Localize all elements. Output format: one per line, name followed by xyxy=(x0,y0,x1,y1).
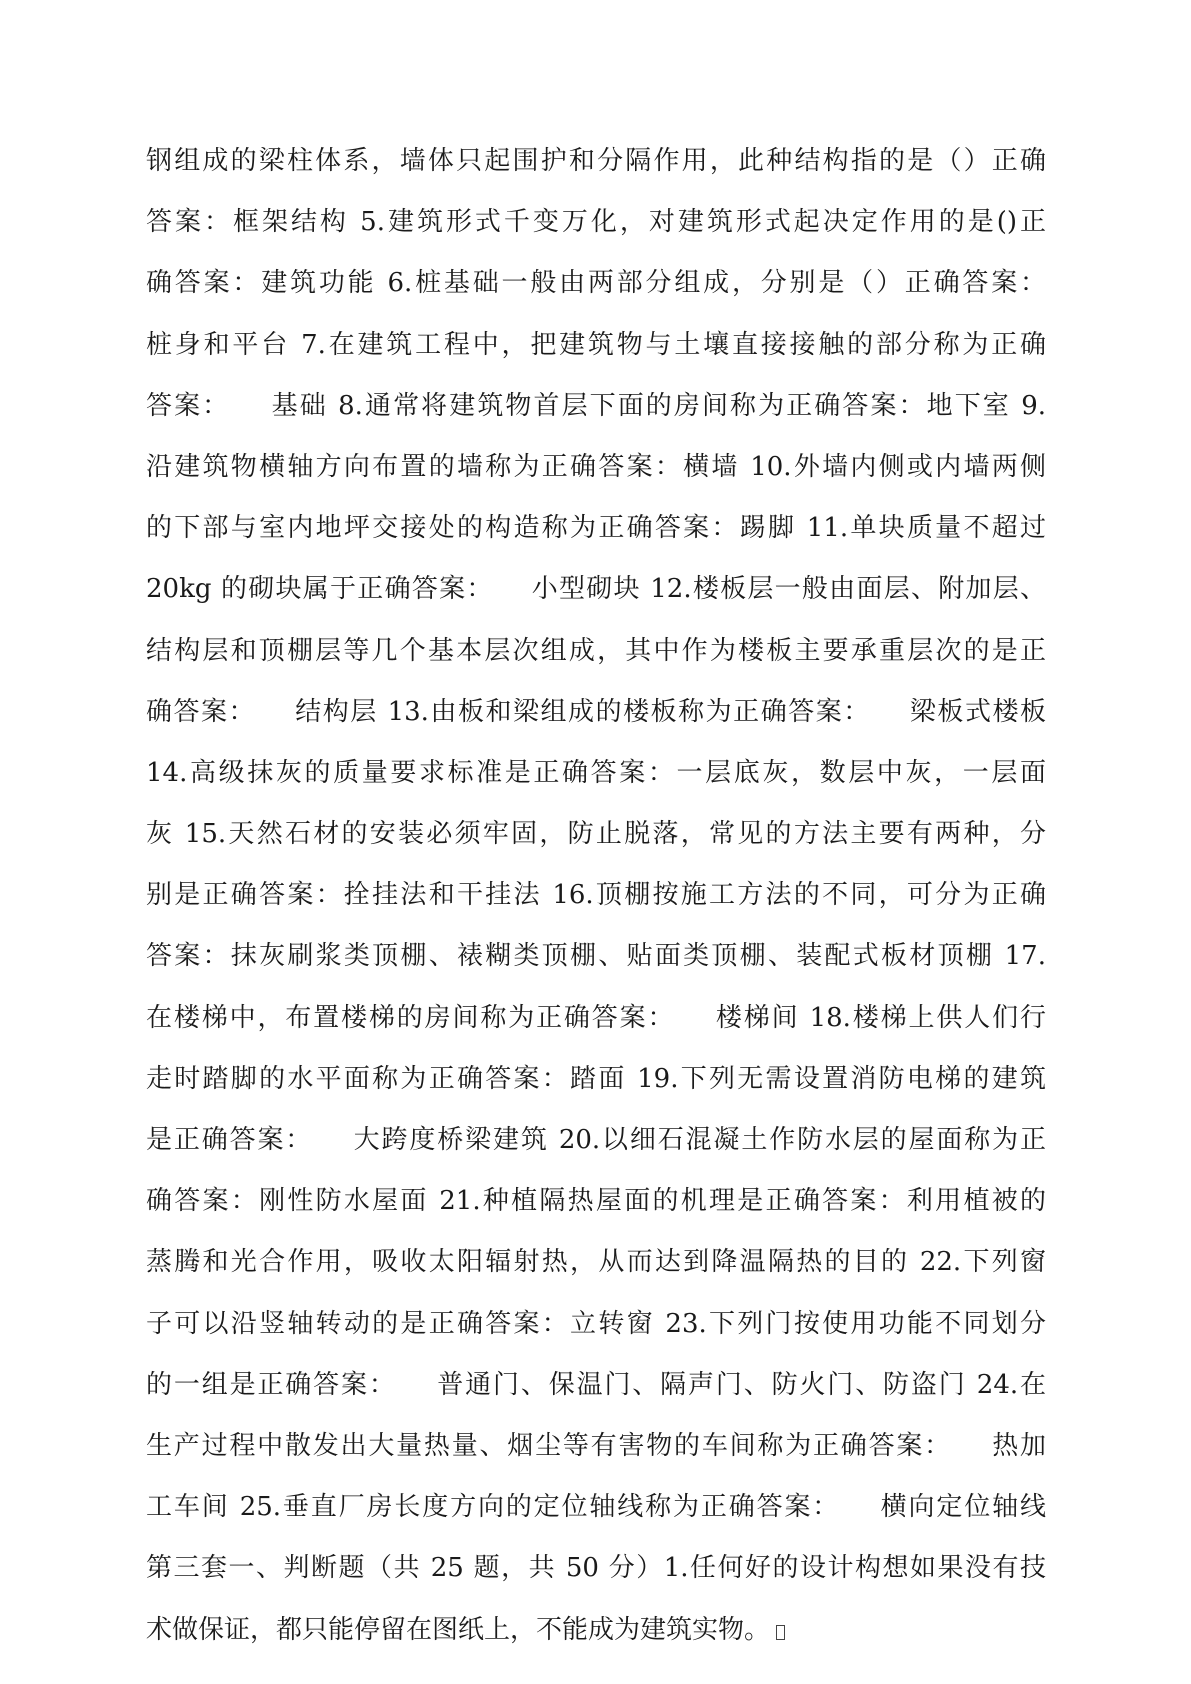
text-line: 是正确答案： 大跨度桥梁建筑 20.以细石混凝土作防水层的屋面称为正 xyxy=(146,1125,1046,1155)
text-line-last-content: 术做保证，都只能停留在图纸上，不能成为建筑实物。 xyxy=(146,1614,771,1645)
text-line: 确答案：建筑功能 6.桩基础一般由两部分组成，分别是（）正确答案： xyxy=(146,268,1046,299)
text-line: 14.高级抹灰的质量要求标准是正确答案：一层底灰，数层中灰，一层面 xyxy=(146,757,1046,788)
text-line: 工车间 25.垂直厂房长度方向的定位轴线称为正确答案： 横向定位轴线 xyxy=(146,1492,1046,1523)
text-line: 答案：框架结构 5.建筑形式千变万化，对建筑形式起决定作用的是()正 xyxy=(146,207,1046,238)
text-line: 钢组成的梁柱体系，墙体只起围护和分隔作用，此种结构指的是（）正确 xyxy=(146,146,1046,176)
text-line: 桩身和平台 7.在建筑工程中，把建筑物与土壤直接接触的部分称为正确 xyxy=(146,329,1046,360)
text-line: 蒸腾和光合作用，吸收太阳辐射热，从而达到降温隔热的目的 22.下列窗 xyxy=(146,1247,1046,1278)
text-line: 20kg 的砌块属于正确答案： 小型砌块 12.楼板层一般由面层、附加层、 xyxy=(146,574,1046,605)
text-line: 第三套一、判断题（共 25 题，共 50 分）1.任何好的设计构想如果没有技 xyxy=(146,1553,1046,1584)
text-line: 在楼梯中，布置楼梯的房间称为正确答案： 楼梯间 18.楼梯上供人们行 xyxy=(146,1002,1046,1033)
body-text xyxy=(146,131,1046,1661)
text-line: 答案：抹灰刷浆类顶棚、裱糊类顶棚、贴面类顶棚、装配式板材顶棚 17. xyxy=(146,941,1046,972)
text-line: 灰 15.天然石材的安装必须牢固，防止脱落，常见的方法主要有两种，分 xyxy=(146,819,1046,850)
text-line: 答案： 基础 8.通常将建筑物首层下面的房间称为正确答案：地下室 9. xyxy=(146,390,1046,421)
text-line: 别是正确答案：拴挂法和干挂法 16.顶棚按施工方法的不同，可分为正确 xyxy=(146,880,1046,911)
text-line: 的一组是正确答案： 普通门、保温门、隔声门、防火门、防盗门 24.在 xyxy=(146,1369,1046,1400)
text-line: 确答案：刚性防水屋面 21.种植隔热屋面的机理是正确答案：利用植被的 xyxy=(146,1186,1046,1217)
placeholder-box-icon xyxy=(776,1625,785,1640)
text-line: 结构层和顶棚层等几个基本层次组成，其中作为楼板主要承重层次的是正 xyxy=(146,635,1046,666)
text-line: 确答案： 结构层 13.由板和梁组成的楼板称为正确答案： 梁板式楼板 xyxy=(146,696,1046,727)
text-line: 子可以沿竖轴转动的是正确答案：立转窗 23.下列门按使用功能不同划分 xyxy=(146,1308,1046,1339)
text-line: 的下部与室内地坪交接处的构造称为正确答案：踢脚 11.单块质量不超过 xyxy=(146,513,1046,544)
text-line: 生产过程中散发出大量热量、烟尘等有害物的车间称为正确答案： 热加 xyxy=(146,1430,1046,1461)
text-line-last xyxy=(146,1600,1046,1661)
text-line: 沿建筑物横轴方向布置的墙称为正确答案：横墙 10.外墙内侧或内墙两侧 xyxy=(146,451,1046,482)
text-line: 走时踏脚的水平面称为正确答案：踏面 19.下列无需设置消防电梯的建筑 xyxy=(146,1063,1046,1094)
